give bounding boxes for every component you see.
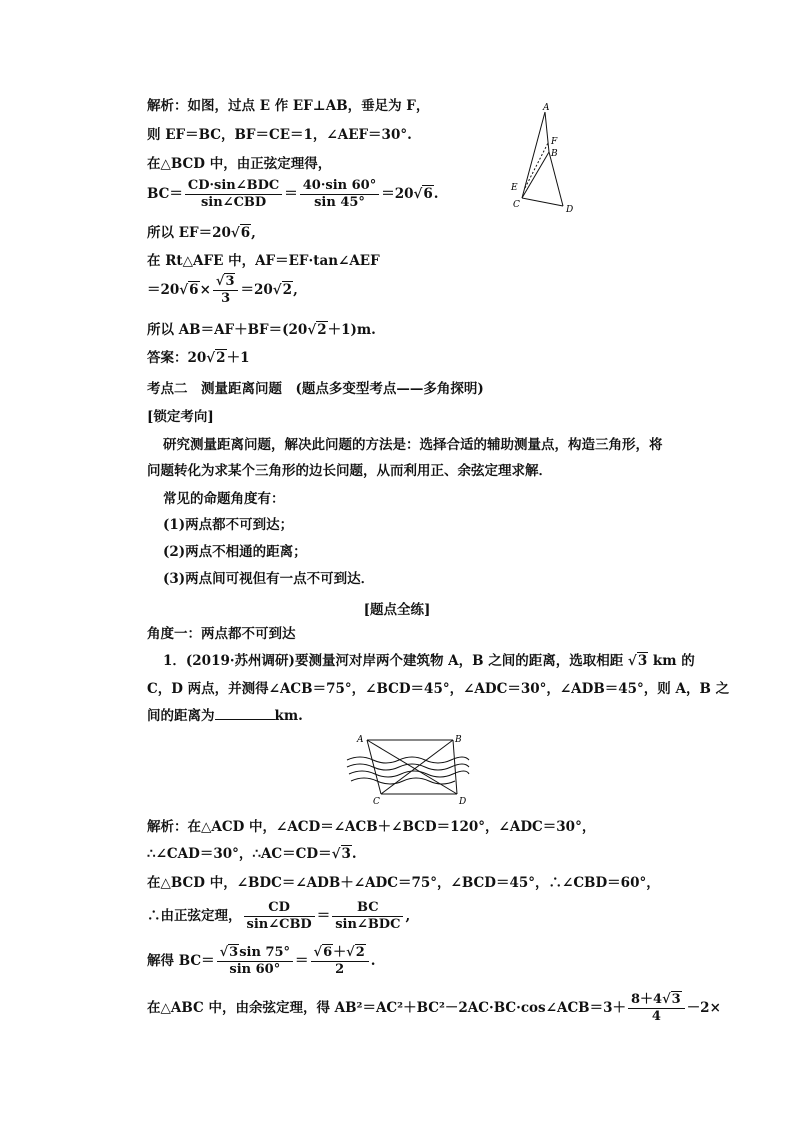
radicand: 2	[355, 945, 365, 960]
text: 所以 AB＝AF＋BF＝(20	[147, 322, 308, 338]
paragraph-2: 常见的命题角度有：	[163, 491, 285, 507]
sol1-line-2: 则 EF＝BC，BF＝CE＝1，∠AEF＝30°.	[147, 127, 412, 143]
denominator: 3	[221, 291, 231, 306]
sol1-line-1: 解析：如图，过点 E 作 EF⊥AB，垂足为 F，	[147, 98, 430, 114]
text-end: －2×	[686, 1000, 721, 1016]
sol2-fraction-3	[217, 945, 293, 978]
text-end: ＋1	[226, 350, 250, 366]
equals: ＝	[295, 953, 309, 969]
label-E: E	[511, 183, 518, 193]
text: ＝20	[147, 282, 180, 298]
radicand: 2	[282, 282, 293, 298]
numerator: √3	[213, 274, 239, 291]
numerator-tail: sin 75°	[239, 945, 291, 960]
sol1-line-6: 在 Rt△AFE 中，AF＝EF·tan∠AEF	[147, 253, 380, 269]
punct: .	[370, 953, 376, 969]
question-line-3	[147, 707, 303, 725]
sol2-line-4	[147, 900, 410, 933]
section-heading: 考点二 测量距离问题 (题点多变型考点——多角探明)	[147, 381, 484, 397]
punct: ,	[251, 225, 256, 241]
numerator: BC	[332, 900, 403, 917]
radicand: 6	[423, 186, 433, 202]
figure-2-river-diagram	[345, 730, 475, 808]
numerator-head: 8＋4	[631, 992, 663, 1007]
text: 间的距离为	[147, 708, 215, 724]
question-line-2: C，D 两点，并测得∠ACB＝75°，∠BCD＝45°，∠ADC＝30°，∠ADB＝45°，则 A，B 之	[147, 681, 730, 697]
angle-heading: 角度一：两点都不可到达	[147, 626, 296, 642]
practice-heading: [题点全练]	[363, 602, 431, 618]
sol2-fraction-5	[628, 992, 685, 1025]
text: 1．(2019·苏州调研)要测量河对岸两个建筑物 A，B 之间的距离，选取相距	[163, 653, 624, 669]
sol1-bc-label: BC＝	[147, 186, 183, 202]
lock-label: [锁定考向]	[147, 409, 214, 425]
text: 在△ABC 中，由余弦定理，得 AB²＝AC²＋BC²－2AC·BC·cos∠ACB＝3＋	[147, 1000, 626, 1016]
denominator: 2	[335, 962, 345, 977]
numerator: 8＋4√3	[628, 992, 685, 1009]
list-item-3: (3)两点间可视但有一点不可到达．	[163, 571, 375, 587]
radicand: 3	[225, 274, 235, 289]
punct: ,	[293, 282, 298, 298]
label-B: B	[551, 149, 558, 159]
text: ∴∠CAD＝30°，∴AC＝CD＝	[147, 846, 332, 862]
punct: ,	[405, 908, 411, 924]
radicand: 2	[317, 322, 327, 338]
denominator: sin 60°	[229, 962, 281, 977]
label-C: C	[373, 797, 380, 807]
punct: .	[351, 846, 357, 862]
equals: ＝	[316, 908, 331, 924]
numerator: √6＋√2	[311, 945, 369, 962]
sol2-line-5	[147, 945, 375, 978]
list-item-1: (1)两点都不可到达；	[163, 517, 294, 533]
radicand: 6	[189, 282, 199, 298]
text: 所以 EF＝20	[147, 225, 231, 241]
sol1-line-8: 所以 AB＝AF＋BF＝(20√2＋1)m.	[147, 322, 376, 338]
denominator: sin 45°	[314, 195, 365, 210]
label-D: D	[566, 205, 574, 215]
list-item-2: (2)两点不相通的距离；	[163, 544, 307, 560]
label-B: B	[455, 735, 462, 745]
radicand: 3	[229, 945, 239, 960]
sol2-line-2: ∴∠CAD＝30°，∴AC＝CD＝√3.	[147, 846, 357, 862]
times: ×	[199, 282, 211, 298]
paragraph-1a: 研究测量距离问题，解决此问题的方法是：选择合适的辅助测量点，构造三角形，将	[163, 437, 663, 453]
sol2-fraction-4	[311, 945, 369, 978]
answer-label: 答案：20	[147, 350, 207, 366]
numerator: CD·sin∠BDC	[185, 178, 282, 195]
sol2-line-3: 在△BCD 中，∠BDC＝∠ADB＋∠ADC＝75°，∠BCD＝45°，∴∠CBD＝60°，	[147, 875, 660, 891]
label-D: D	[459, 797, 467, 807]
denominator: sin∠CBD	[246, 917, 312, 932]
text: 解得 BC＝	[147, 953, 215, 969]
sol1-fraction-1	[185, 178, 282, 211]
text: ∴由正弦定理，	[147, 908, 242, 924]
plus: ＋	[333, 945, 347, 960]
numerator: √3sin 75°	[217, 945, 293, 962]
sol2-fraction-1	[244, 900, 315, 933]
unit: km.	[274, 708, 303, 724]
sol1-line-5: 所以 EF＝20√6,	[147, 225, 256, 241]
radicand: 6	[240, 225, 251, 241]
radicand: 2	[216, 350, 226, 366]
sol1-line-3: 在△BCD 中，由正弦定理得，	[147, 156, 332, 172]
punct: .	[433, 186, 439, 202]
denominator: sin∠CBD	[200, 195, 267, 210]
question-line-1: 1．(2019·苏州调研)要测量河对岸两个建筑物 A，B 之间的距离，选取相距 √3 km 的	[163, 653, 695, 669]
label-A: A	[357, 735, 364, 745]
answer-line: 答案：20√2＋1	[147, 350, 250, 366]
radicand: 3	[341, 846, 351, 862]
radicand: 3	[637, 653, 648, 669]
sol2-line-6	[147, 992, 721, 1025]
numerator: CD	[244, 900, 315, 917]
label-A: A	[543, 103, 550, 113]
text-end: km 的	[652, 653, 695, 669]
equals: ＝	[284, 186, 298, 202]
denominator: 4	[651, 1009, 661, 1024]
label-F: F	[551, 137, 558, 147]
sol1-line-4: BC＝ $\frac{\text{CD·sin∠BDC}}{\text{sin∠CBD}}$ ＝ $\frac{40\cdot\sin 60^\circ}{\sin 45^\circ}$ ＝20√6.	[147, 178, 439, 210]
text-end: ＋1)m.	[327, 322, 376, 338]
figure-1-diagram	[505, 100, 595, 220]
label-C: C	[513, 200, 520, 210]
sol1-fraction-2	[300, 178, 379, 211]
result: ＝20	[381, 186, 414, 202]
sol1-line-7: ＝20√6× $\frac{√3}{3}$ ＝20√2,	[147, 274, 298, 306]
numerator: 40·sin 60°	[300, 178, 379, 195]
sol1-fraction-3	[213, 274, 239, 307]
sol2-line-1: 解析：在△ACD 中，∠ACD＝∠ACB＋∠BCD＝120°，∠ADC＝30°，	[147, 819, 596, 835]
paragraph-1b: 问题转化为求某个三角形的边长问题，从而利用正、余弦定理求解．	[147, 463, 552, 479]
radicand: 3	[671, 992, 681, 1007]
sol2-fraction-2	[332, 900, 403, 933]
answer-blank[interactable]	[215, 707, 275, 720]
denominator: sin∠BDC	[335, 917, 401, 932]
result: ＝20	[240, 282, 273, 298]
radicand: 6	[323, 945, 333, 960]
